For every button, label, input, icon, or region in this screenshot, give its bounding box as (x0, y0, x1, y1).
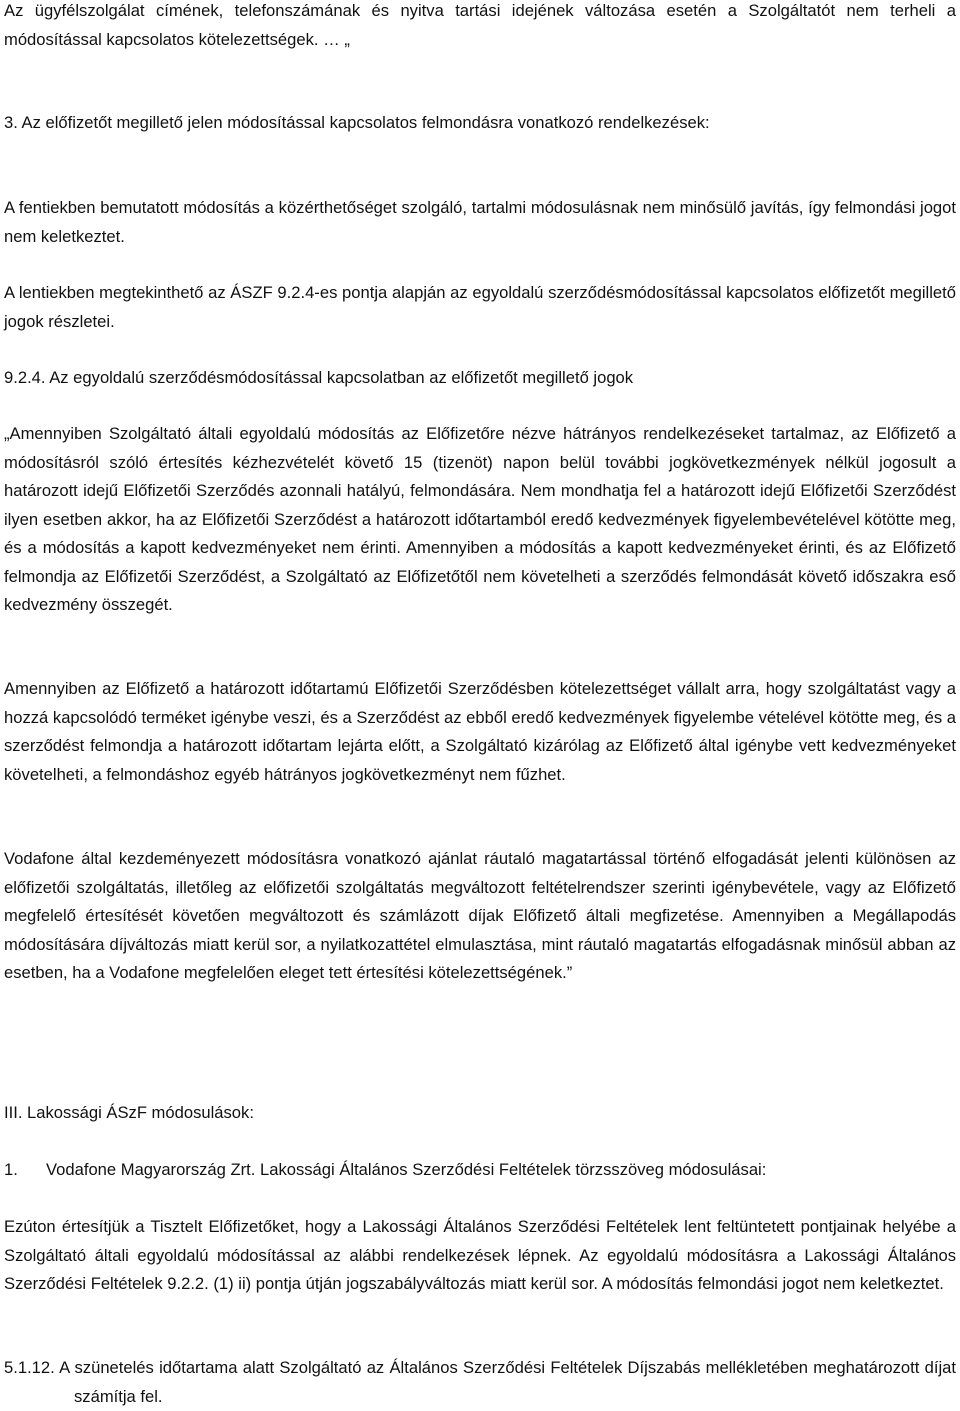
paragraph-subscriber-rights: „Amennyiben Szolgáltató általi egyoldalú módosítás az Előfizetőre nézve hátrányos rendelkezéseket tartalmaz, az Előfizető a módosításról szóló értesítés kézhezvételét követő 15 (tizenöt) napon belül további jogkövetkezmények nélkül jogosult a határozott idejű Előfizetői Szerződés azonnali hatályú, felmondására. Nem mondhatja fel a határozott idejű Előfizetői Szerződést ilyen esetben akkor, ha az Előfizetői Szerződést a határozott időtartamból eredő kedvezmények figyelembevételével kötötte meg, és a módosítás a kapott kedvezményeket nem érinti. Amennyiben a módosítás a kapott kedvezményeket érinti, és az Előfizető felmondja az Előfizetői Szerződést, a Szolgáltató az Előfizetőtől nem követelheti a szerződés felmondását követő időszakra eső kedvezmény összegét. (4, 424, 956, 614)
clause-5-1-12-text: 5.1.12. A szünetelés időtartama alatt Szolgáltató az Általános Szerződési Feltételek Díjszabás mellékletében meghatározott díjat számítja fel. (4, 1358, 956, 1406)
clause-5-1-12 (4, 1354, 956, 1411)
list-item-1 (4, 1156, 956, 1185)
paragraph-service-change: Az ügyfélszolgálat címének, telefonszámának és nyitva tartási idejének változása esetén a Szolgáltatót nem terheli a módosítással kapcsolatos kötelezettségek. … „ (4, 1, 956, 49)
heading-section-3: 3. Az előfizetőt megillető jelen módosítással kapcsolatos felmondásra vonatkozó rendelkezések: (4, 113, 710, 132)
paragraph-aszf-reference: A lentiekben megtekinthető az ÁSZF 9.2.4-es pontja alapján az egyoldalú szerződésmódosítással kapcsolatos előfizetőt megillető jogok részletei. (4, 283, 956, 331)
paragraph-notice: Ezúton értesítjük a Tisztelt Előfizetőket, hogy a Lakossági Általános Szerződési Feltételek lent feltüntetett pontjainak helyébe a Szolgáltató általi egyoldalú módosítással az alábbi rendelkezések lépnek. Az egyoldalú módosításra a Lakossági Általános Szerződési Feltételek 9.2.2. (1) ii) pontja útján jogszabályváltozás miatt kerül sor. A módosítás felmondási jogot nem keletkeztet. (4, 1217, 956, 1293)
paragraph-no-termination-right: A fentiekben bemutatott módosítás a közérthetőséget szolgáló, tartalmi módosulásnak nem minősülő javítás, így felmondási jogot nem keletkeztet. (4, 198, 956, 246)
heading-clause-9-2-4: 9.2.4. Az egyoldalú szerződésmódosítással kapcsolatban az előfizetőt megillető jogok (4, 368, 634, 387)
paragraph-implied-acceptance: Vodafone által kezdeményezett módosításra vonatkozó ajánlat ráutaló magatartással történő elfogadását jelenti különösen az előfizetői szolgáltatás, illetőleg az előfizetői szolgáltatás megváltozott feltételrendszer szerinti igénybevétele, vagy az Előfizető megfelelő értesítését követően megváltozott és számlázott díjak Előfizető általi megfizetése. Amennyiben a Megállapodás módosítására díjváltozás miatt kerül sor, a nyilatkozattétel elmulasztása, mint ráutaló magatartás elfogadásnak minősül abban az esetben, ha a Vodafone megfelelően eleget tett értesítési kötelezettségének.” (4, 849, 956, 982)
heading-section-III: III. Lakossági ÁSzF módosulások: (4, 1103, 254, 1122)
list-item-number: 1. (4, 1160, 18, 1179)
list-item-text: Vodafone Magyarország Zrt. Lakossági Általános Szerződési Feltételek törzsszöveg módosulásai: (46, 1160, 767, 1179)
paragraph-fixed-term: Amennyiben az Előfizető a határozott időtartamú Előfizetői Szerződésben kötelezettséget vállalt arra, hogy szolgáltatást vagy a hozzá kapcsolódó terméket igénybe veszi, és a Szerződést az ebből eredő kedvezmények figyelembe vételével kötötte meg, és a szerződést felmondja a határozott időtartam lejárta előtt, a Szolgáltató kizárólag az Előfizető által igénybe vett kedvezményeket követelheti, a felmondáshoz egyéb hátrányos jogkövetkezményt nem fűzhet. (4, 679, 956, 784)
